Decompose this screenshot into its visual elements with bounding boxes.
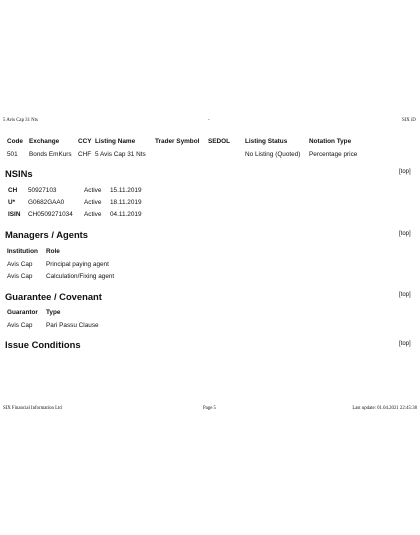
nsin-value: CH0509271034 [28,211,73,218]
top-link-issue-conditions[interactable]: [top] [399,341,411,347]
col-header-trader-symbol: Trader Symbol [155,138,200,145]
top-link-guarantee[interactable]: [top] [399,292,411,298]
cell-notation-type: Percentage price [309,151,358,158]
guarantee-type: Pari Passu Clause [46,322,99,329]
cell-ccy: CHF [78,151,92,158]
nsin-date: 15.11.2019 [110,187,142,194]
nsin-status: Active [84,187,102,194]
page-footer-right: Last update: 01.04.2021 22:45:38 [352,406,417,411]
cell-listing-status: No Listing (Quoted) [245,151,301,158]
col-header-institution: Institution [7,248,38,255]
section-title-nsins: NSINs [5,168,33,179]
section-title-issue-conditions: Issue Conditions [5,339,81,350]
nsin-date: 04.11.2019 [110,211,142,218]
page-footer-center: Page 5 [203,406,216,411]
manager-role: Principal paying agent [46,261,109,268]
page-header-left: 5 Avis Cap 31 Nts [3,118,38,123]
nsin-value: 50927103 [28,187,57,194]
cell-exchange: Bonds EmKurs [29,151,72,158]
manager-institution: Avis Cap [7,261,33,268]
manager-role: Calculation/Fixing agent [46,273,115,280]
nsin-type: ISIN [8,211,21,218]
page-footer-left: SIX Financial Information Ltd [3,406,62,411]
col-header-listing-status: Listing Status [245,138,288,145]
manager-institution: Avis Cap [7,273,33,280]
col-header-notation-type: Notation Type [309,138,352,145]
col-header-sedol: SEDOL [208,138,231,145]
section-title-managers: Managers / Agents [5,229,89,240]
col-header-role: Role [46,248,60,255]
col-header-type: Type [46,309,61,316]
cell-listing-name: 5 Avis Cap 31 Nts [95,151,146,158]
section-title-guarantee: Guarantee / Covenant [5,291,102,302]
col-header-exchange: Exchange [29,138,60,145]
guarantee-guarantor: Avis Cap [7,322,33,329]
top-link-nsins[interactable]: [top] [399,169,411,175]
nsin-status: Active [84,199,102,206]
col-header-guarantor: Guarantor [7,309,38,316]
nsin-status: Active [84,211,102,218]
cell-code: 501 [7,151,18,158]
col-header-ccy: CCY [78,138,92,145]
nsin-value: G0682GAA0 [28,199,65,206]
nsin-type: CH [8,187,18,194]
page-header-center: - [208,118,210,123]
col-header-code: Code [7,138,23,145]
page-header-right: SIX iD [402,118,416,123]
nsin-date: 18.11.2019 [110,199,142,206]
col-header-listing-name: Listing Name [95,138,136,145]
top-link-managers[interactable]: [top] [399,231,411,237]
nsin-type: U* [8,199,16,206]
